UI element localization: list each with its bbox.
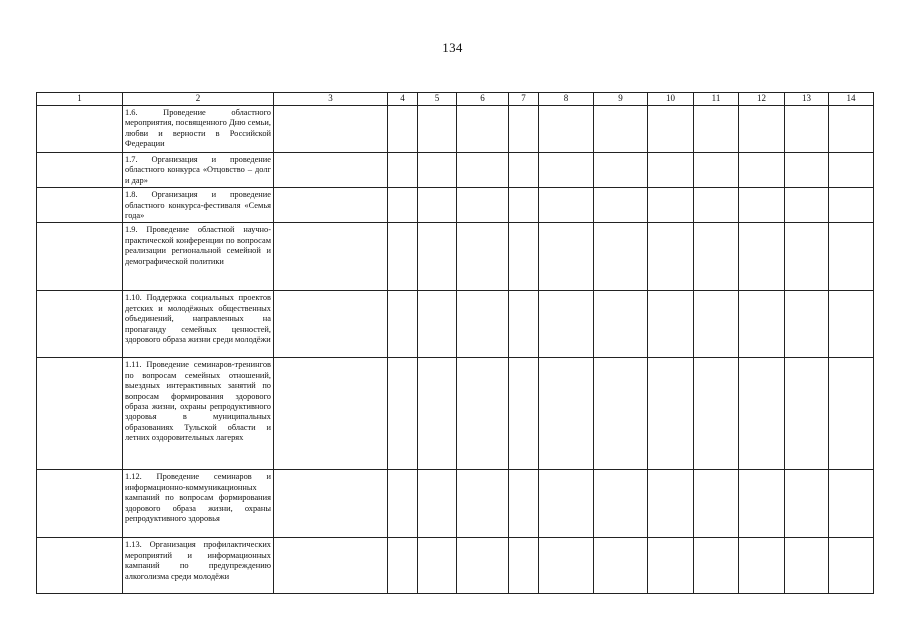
column-header-13: 13 — [785, 93, 829, 106]
table-cell — [829, 470, 874, 538]
table-cell — [388, 358, 418, 470]
table-cell — [457, 538, 509, 594]
table-cell — [37, 358, 123, 470]
table-cell — [694, 188, 739, 223]
table-cell — [457, 188, 509, 223]
table-cell — [829, 358, 874, 470]
table-cell — [594, 153, 648, 188]
page-number: 134 — [442, 40, 463, 55]
table-cell — [457, 223, 509, 291]
table-row — [37, 358, 874, 470]
table-cell — [457, 470, 509, 538]
table-cell — [785, 291, 829, 358]
table-cell — [274, 291, 388, 358]
table-cell — [509, 470, 539, 538]
table-cell — [829, 106, 874, 153]
column-header-4: 4 — [388, 93, 418, 106]
measure-description: 1.13. Организация профилактических мероприятий и информационных кампаний по предупреждению алкоголизма среди молодёжи — [123, 538, 274, 594]
table-cell — [694, 106, 739, 153]
table-cell — [457, 291, 509, 358]
table-cell — [739, 538, 785, 594]
table-cell — [418, 188, 457, 223]
table-row — [37, 223, 874, 291]
table-cell — [694, 153, 739, 188]
column-header-11: 11 — [694, 93, 739, 106]
table-cell — [509, 223, 539, 291]
table-cell — [274, 188, 388, 223]
table-cell — [37, 223, 123, 291]
table-cell — [539, 470, 594, 538]
table-cell — [785, 358, 829, 470]
table-cell — [539, 106, 594, 153]
table-cell — [388, 153, 418, 188]
table-row — [37, 470, 874, 538]
table-cell — [539, 153, 594, 188]
table-cell — [594, 223, 648, 291]
table-cell — [37, 153, 123, 188]
table-cell — [509, 358, 539, 470]
column-header-5: 5 — [418, 93, 457, 106]
table-cell — [37, 188, 123, 223]
table-cell — [37, 538, 123, 594]
measure-description: 1.9. Проведение областной научно-практической конференции по вопросам реализации региональной семейной и демографической политики — [123, 223, 274, 291]
table-cell — [739, 223, 785, 291]
table-cell — [694, 470, 739, 538]
table-cell — [388, 188, 418, 223]
table-cell — [274, 538, 388, 594]
table-cell — [648, 188, 694, 223]
table-cell — [388, 538, 418, 594]
table-cell — [418, 358, 457, 470]
table-cell — [418, 291, 457, 358]
measure-description: 1.10. Поддержка социальных проектов детских и молодёжных общественных объединений, направленных на пропаганду семейных ценностей, здорового образа жизни среди молодёжи — [123, 291, 274, 358]
table-cell — [509, 188, 539, 223]
table-cell — [694, 358, 739, 470]
table-row — [37, 538, 874, 594]
table-cell — [457, 153, 509, 188]
table-cell — [648, 470, 694, 538]
column-header-6: 6 — [457, 93, 509, 106]
column-header-10: 10 — [648, 93, 694, 106]
table-cell — [594, 188, 648, 223]
table-cell — [694, 538, 739, 594]
table-cell — [648, 538, 694, 594]
table-cell — [418, 538, 457, 594]
column-header-14: 14 — [829, 93, 874, 106]
table-cell — [37, 106, 123, 153]
table-cell — [739, 291, 785, 358]
table-cell — [594, 538, 648, 594]
column-header-9: 9 — [594, 93, 648, 106]
table-cell — [418, 223, 457, 291]
column-header-3: 3 — [274, 93, 388, 106]
table-cell — [785, 470, 829, 538]
measure-description: 1.8. Организация и проведение областного конкурса-фестиваля «Семья года» — [123, 188, 274, 223]
table-cell — [829, 153, 874, 188]
table-cell — [388, 223, 418, 291]
table-cell — [648, 153, 694, 188]
table-cell — [539, 223, 594, 291]
table-cell — [739, 153, 785, 188]
table-cell — [594, 470, 648, 538]
table-row — [37, 106, 874, 153]
table-cell — [539, 538, 594, 594]
table-cell — [829, 223, 874, 291]
table-cell — [418, 470, 457, 538]
column-header-7: 7 — [509, 93, 539, 106]
table-cell — [739, 188, 785, 223]
table-cell — [785, 188, 829, 223]
table-cell — [739, 470, 785, 538]
table-cell — [539, 358, 594, 470]
document-table — [36, 92, 874, 594]
table-cell — [785, 538, 829, 594]
table-row — [37, 291, 874, 358]
measure-description: 1.6. Проведение областного мероприятия, посвященного Дню семьи, любви и верности в Российской Федерации — [123, 106, 274, 153]
table-cell — [594, 106, 648, 153]
table-cell — [457, 358, 509, 470]
table-cell — [37, 291, 123, 358]
table-cell — [785, 153, 829, 188]
table-cell — [457, 106, 509, 153]
table-row — [37, 188, 874, 223]
table-cell — [274, 470, 388, 538]
column-header-2: 2 — [123, 93, 274, 106]
table-cell — [418, 106, 457, 153]
table-cell — [829, 291, 874, 358]
table-row — [37, 153, 874, 188]
table-cell — [509, 538, 539, 594]
table-header-row — [37, 93, 874, 106]
table-cell — [648, 358, 694, 470]
table-cell — [648, 291, 694, 358]
table-cell — [785, 106, 829, 153]
table-cell — [274, 223, 388, 291]
table-cell — [539, 291, 594, 358]
table-cell — [694, 223, 739, 291]
measure-description: 1.7. Организация и проведение областного конкурса «Отцовство – долг и дар» — [123, 153, 274, 188]
measure-description: 1.11. Проведение семинаров-тренингов по вопросам семейных отношений, выездных интерактивных занятий по вопросам формирования здорового образа жизни, охраны репродуктивного здоровья в муниципальных образованиях Тульской области и летних оздоровительных лагерях — [123, 358, 274, 470]
table-cell — [274, 153, 388, 188]
table-cell — [785, 223, 829, 291]
table-cell — [648, 106, 694, 153]
column-header-12: 12 — [739, 93, 785, 106]
table-cell — [594, 358, 648, 470]
table-cell — [739, 358, 785, 470]
table-cell — [388, 291, 418, 358]
measure-description: 1.12. Проведение семинаров и информационно-коммуникационных кампаний по вопросам формирования здорового образа жизни, охраны репродуктивного здоровья — [123, 470, 274, 538]
table-cell — [829, 538, 874, 594]
table-cell — [539, 188, 594, 223]
table-cell — [418, 153, 457, 188]
table-cell — [509, 106, 539, 153]
table-cell — [388, 106, 418, 153]
table-cell — [509, 153, 539, 188]
table-cell — [594, 291, 648, 358]
table-cell — [694, 291, 739, 358]
column-header-1: 1 — [37, 93, 123, 106]
table-cell — [37, 470, 123, 538]
table-cell — [648, 223, 694, 291]
table-cell — [739, 106, 785, 153]
table-cell — [388, 470, 418, 538]
table-cell — [509, 291, 539, 358]
table-cell — [274, 106, 388, 153]
column-header-8: 8 — [539, 93, 594, 106]
table-cell — [274, 358, 388, 470]
table-cell — [829, 188, 874, 223]
